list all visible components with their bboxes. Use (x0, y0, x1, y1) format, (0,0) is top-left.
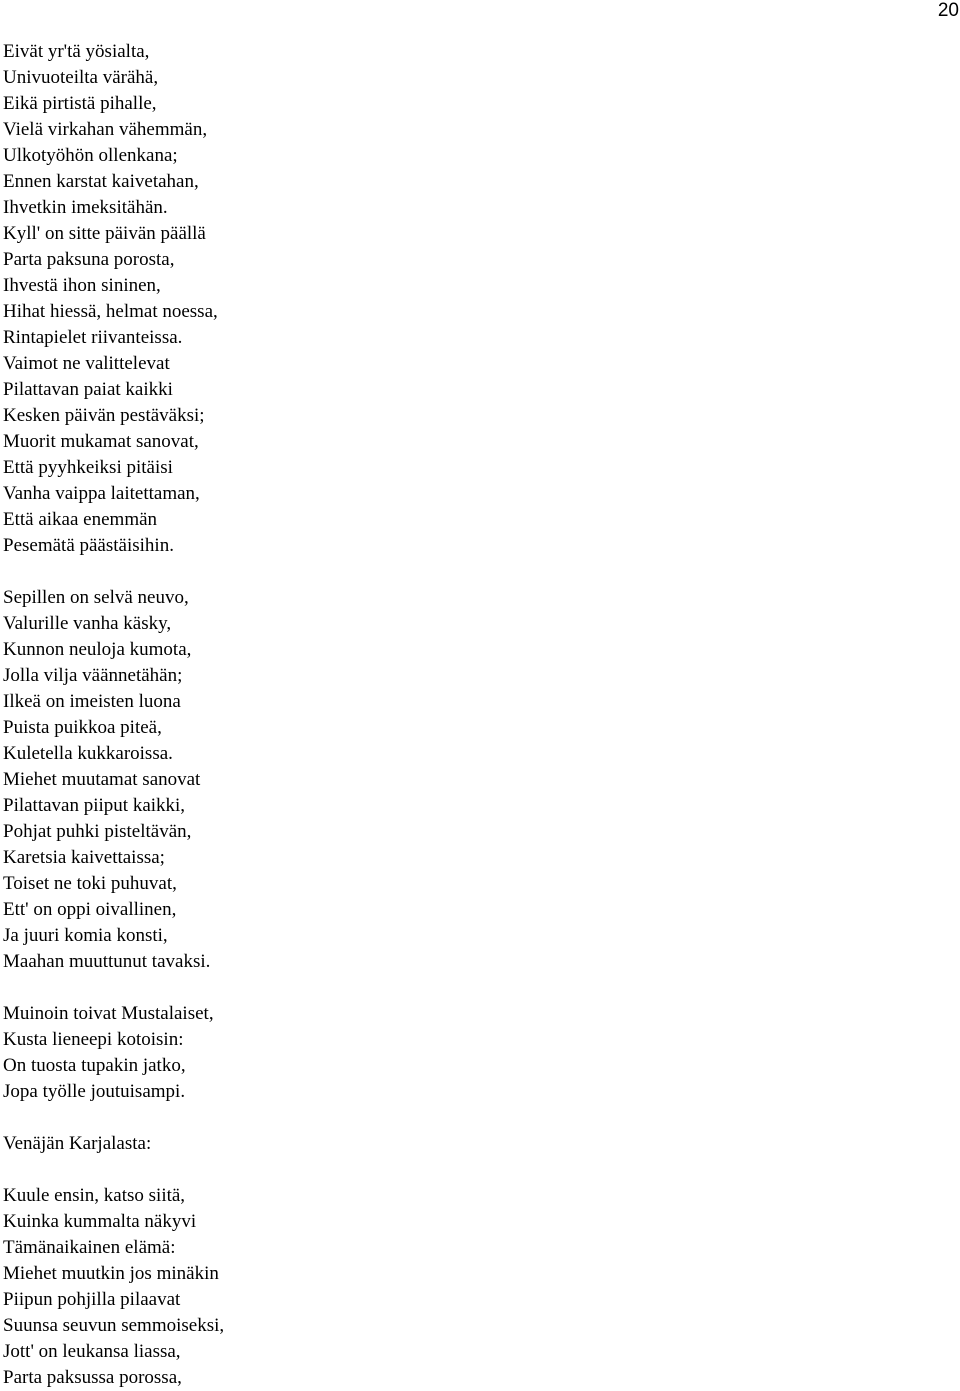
poem-line: On tuosta tupakin jatko, (3, 1055, 186, 1076)
stanza (3, 1183, 224, 1391)
stanza (3, 1001, 224, 1105)
poem-line: Pilattavan paiat kaikki (3, 379, 173, 400)
poem-line: Vielä virkahan vähemmän, (3, 119, 208, 140)
poem-line: Tämänaikainen elämä: (3, 1237, 176, 1258)
stanza (3, 1131, 224, 1157)
poem-line: Kusta lieneepi kotoisin: (3, 1029, 184, 1050)
poem-line: Venäjän Karjalasta: (3, 1133, 152, 1154)
poem-line: Hihat hiessä, helmat noessa, (3, 301, 218, 322)
poem-line: Kuletella kukkaroissa. (3, 743, 173, 764)
stanza (3, 585, 224, 975)
poem-line: Suunsa seuvun semmoiseksi, (3, 1315, 225, 1336)
poem-line: Muinoin toivat Mustalaiset, (3, 1003, 214, 1024)
poem-line: Kyll' on sitte päivän päällä (3, 223, 206, 244)
poem-line: Kuinka kummalta näkyvi (3, 1211, 197, 1232)
poem-line: Vaimot ne valittelevat (3, 353, 170, 374)
poem-line: Eikä pirtistä pihalle, (3, 93, 157, 114)
poem-line: Sepillen on selvä neuvo, (3, 587, 189, 608)
poem-line: Muorit mukamat sanovat, (3, 431, 199, 452)
poem-line: Rintapielet riivanteissa. (3, 327, 183, 348)
poem-line: Jolla vilja väännetähän; (3, 665, 183, 686)
page-number: 20 (937, 0, 959, 21)
poem-line: Ilkeä on imeisten luona (3, 691, 181, 712)
poem-line: Ulkotyöhön ollenkana; (3, 145, 178, 166)
poem-line: Ennen karstat kaivetahan, (3, 171, 199, 192)
poem-line: Pesemätä päästäisihin. (3, 535, 174, 556)
poem-line: Puista puikkoa piteä, (3, 717, 162, 738)
poem-line: Miehet muutamat sanovat (3, 769, 201, 790)
poem-line: Maahan muuttunut tavaksi. (3, 951, 211, 972)
poem-line: Kunnon neuloja kumota, (3, 639, 192, 660)
poem-line: Eivät yr'tä yösialta, (3, 41, 150, 62)
poem-line: Parta paksussa porossa, (3, 1367, 182, 1388)
poem-line: Piipun pohjilla pilaavat (3, 1289, 181, 1310)
poem-line: Pohjat puhki pisteltävän, (3, 821, 192, 842)
poem-line: Toiset ne toki puhuvat, (3, 873, 177, 894)
poem-line: Univuoteilta värähä, (3, 67, 159, 88)
poem-line: Kuule ensin, katso siitä, (3, 1185, 186, 1206)
poem-line: Ihvestä ihon sininen, (3, 275, 161, 296)
stanza (3, 39, 224, 559)
poem-line: Kesken päivän pestäväksi; (3, 405, 205, 426)
poem-line: Että pyyhkeiksi pitäisi (3, 457, 173, 478)
poem-line: Vanha vaippa laitettaman, (3, 483, 200, 504)
poem-line: Parta paksuna porosta, (3, 249, 175, 270)
poem-line: Karetsia kaivettaissa; (3, 847, 165, 868)
poem-line: Että aikaa enemmän (3, 509, 158, 530)
poem-line: Ett' on oppi oivallinen, (3, 899, 177, 920)
poem-line: Pilattavan piiput kaikki, (3, 795, 186, 816)
poem-line: Jopa työlle joutuisampi. (3, 1081, 186, 1102)
poem-line: Jott' on leukansa liassa, (3, 1341, 181, 1362)
poem-line: Valurille vanha käsky, (3, 613, 172, 634)
poem-line: Ihvetkin imeksitähän. (3, 197, 168, 218)
poem-line: Miehet muutkin jos minäkin (3, 1263, 219, 1284)
poem-text (3, 39, 224, 1391)
poem-line: Ja juuri komia konsti, (3, 925, 168, 946)
